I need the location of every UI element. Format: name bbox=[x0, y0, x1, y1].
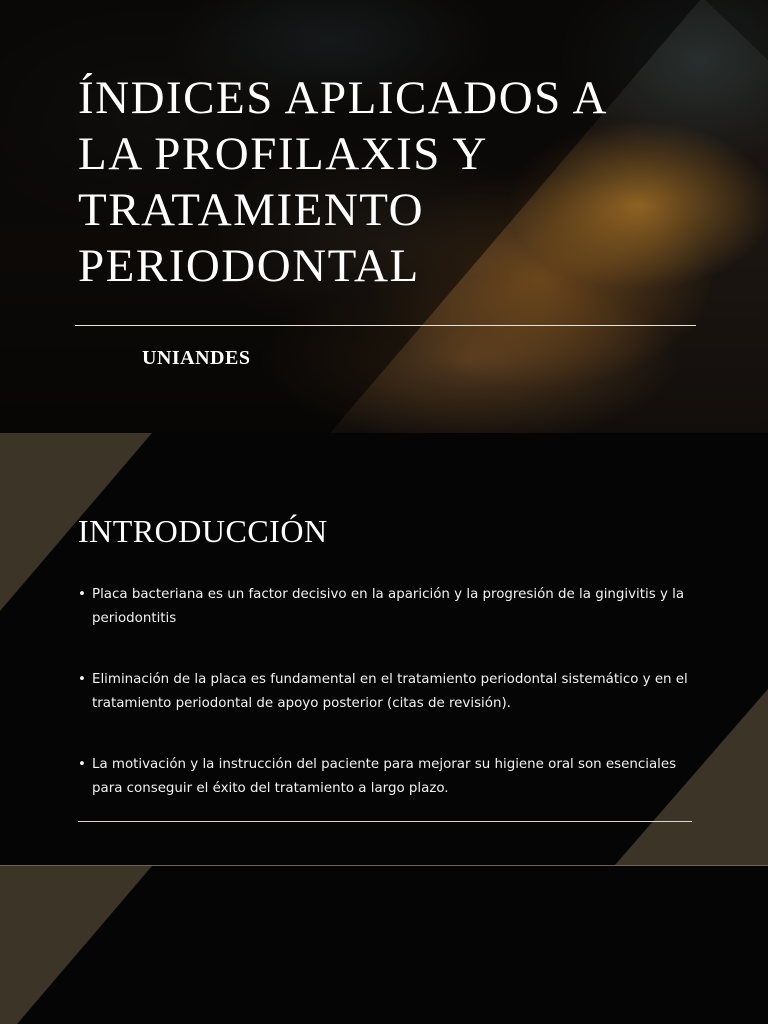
next-slide bbox=[0, 866, 768, 1024]
top-left-triangle bbox=[0, 866, 152, 1024]
bullet-icon: • bbox=[78, 587, 86, 602]
bullet-list bbox=[78, 583, 688, 838]
list-item bbox=[78, 668, 688, 715]
slide-decoration bbox=[0, 866, 768, 1024]
list-item bbox=[78, 583, 688, 630]
bullet-text: Placa bacteriana es un factor decisivo en la aparición y la progresión de la gingivitis y la periodontitis bbox=[92, 587, 685, 626]
introduction-slide bbox=[0, 433, 768, 865]
subtitle: UNIANDES bbox=[142, 347, 251, 369]
title-divider bbox=[75, 325, 696, 326]
section-heading: INTRODUCCIÓN bbox=[78, 513, 328, 549]
bullet-text: Eliminación de la placa es fundamental en el tratamiento periodontal sistemático y en el tratamiento periodontal de apoyo posterior (citas de revisión). bbox=[92, 672, 688, 711]
corner-shade bbox=[705, 0, 768, 60]
bullet-icon: • bbox=[78, 672, 86, 687]
title-slide bbox=[0, 0, 768, 433]
bullet-text: La motivación y la instrucción del paciente para mejorar su higiene oral son esenciales para conseguir el éxito del tratamiento a largo plazo. bbox=[92, 757, 677, 796]
list-item bbox=[78, 753, 688, 800]
bullet-icon: • bbox=[78, 757, 86, 772]
section-divider bbox=[78, 821, 692, 822]
page-title: ÍNDICES APLICADOS A LA PROFILAXIS Y TRATAMIENTO PERIODONTAL bbox=[78, 72, 606, 292]
